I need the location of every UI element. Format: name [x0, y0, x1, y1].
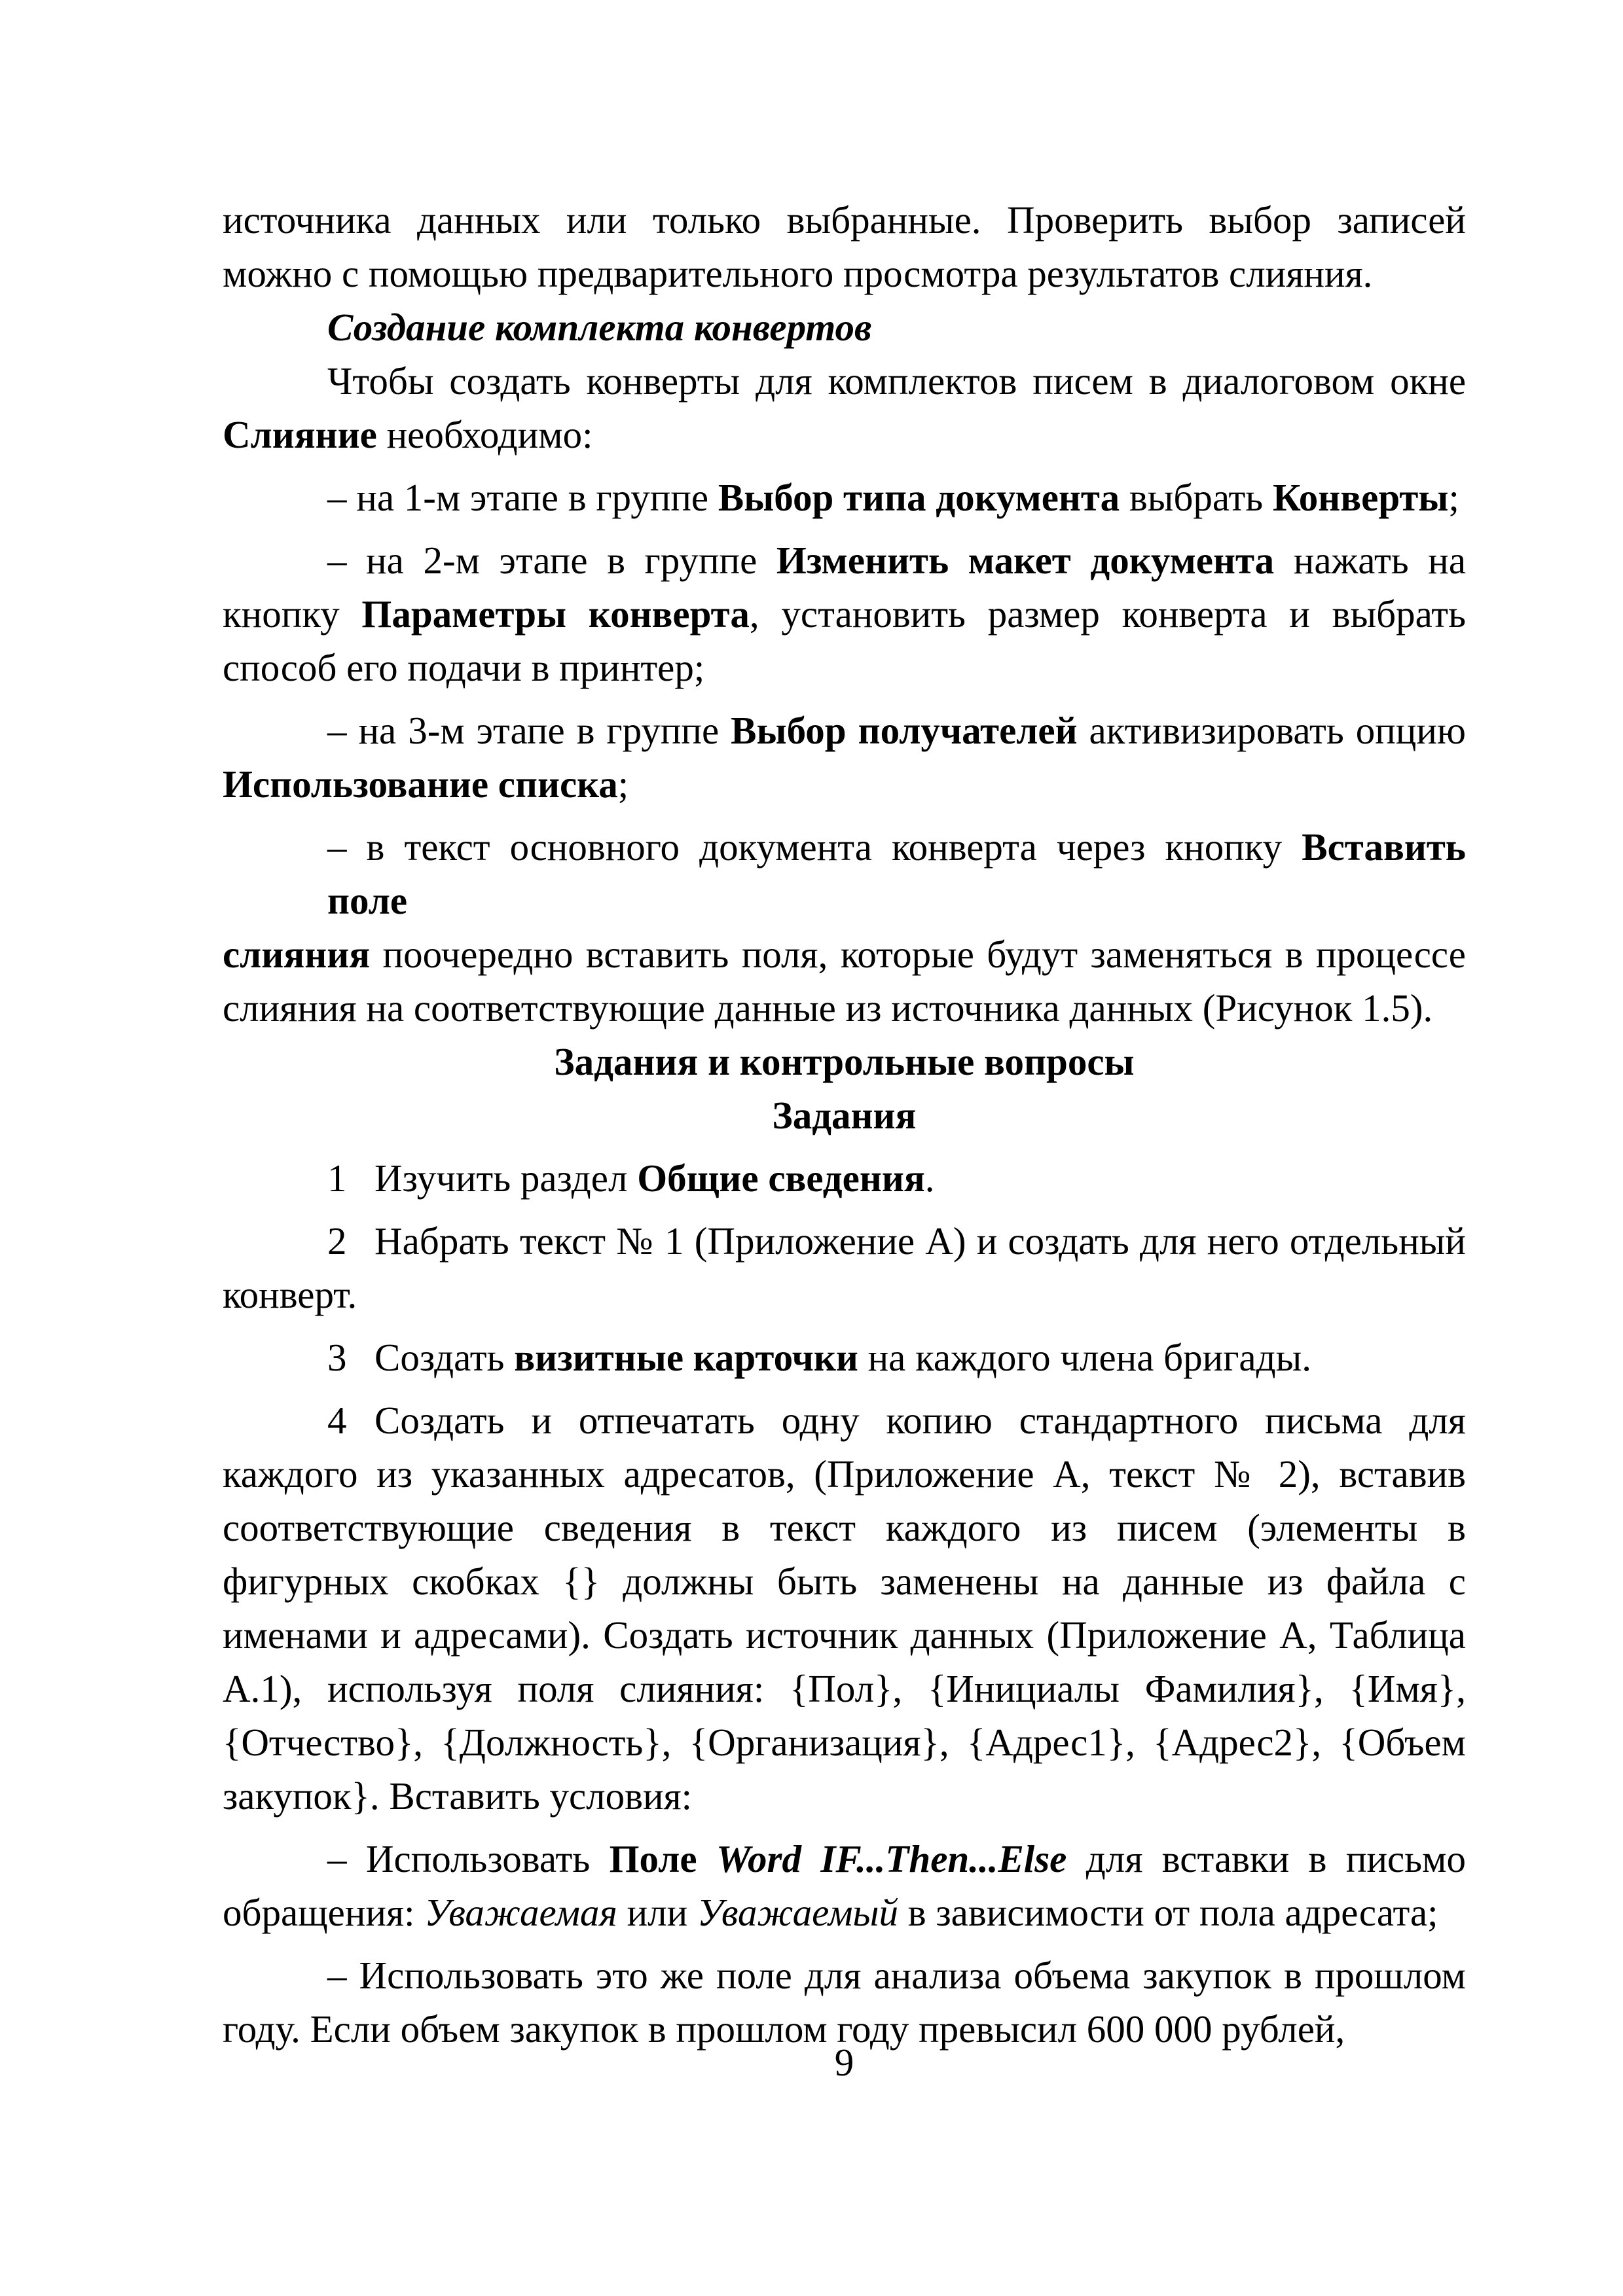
text-run: или [617, 1891, 697, 1934]
text-line [223, 1151, 1466, 1205]
text-line [223, 1886, 1466, 1939]
text-run: соответствующие сведения в текст каждого из писем (элементы в [223, 1506, 1466, 1549]
task-2 [223, 1214, 1466, 1321]
text-run: Набрать текст № 1 (Приложение А) и создать для него отдельный [374, 1219, 1466, 1263]
text-run: в зависимости от пола адресата; [898, 1891, 1438, 1934]
text-run: каждого из указанных адресатов, (Приложение А, текст № 2), вставив [223, 1452, 1466, 1496]
text-run: фигурных скобках {} должны быть заменены на данные из файла с [223, 1560, 1466, 1603]
page-number: 9 [834, 2041, 854, 2084]
item-step-1 [223, 471, 1466, 524]
text-line [223, 757, 1466, 811]
text-line [223, 587, 1466, 641]
text-run: выбрать [1120, 476, 1273, 519]
text-line [223, 704, 1466, 757]
list-number: 2 [327, 1219, 347, 1263]
text-line [223, 981, 1466, 1035]
text-run: Выбор типа документа [718, 476, 1120, 519]
text-run: Уважаемый [697, 1891, 898, 1934]
text-run: активизировать опцию [1077, 709, 1466, 752]
text-run: {Отчество}, {Должность}, {Организация}, {Адрес1}, {Адрес2}, {Объем [223, 1721, 1466, 1764]
text-run: именами и адресами). Создать источник данных (Приложение А, Таблица [223, 1613, 1466, 1657]
text-run: Задания и контрольные вопросы [554, 1040, 1135, 1083]
list-number: 4 [327, 1399, 347, 1442]
text-run: Создать [374, 1336, 515, 1379]
item-step-3 [223, 704, 1466, 811]
text-line [223, 1608, 1466, 1662]
text-line [223, 1214, 1466, 1268]
text-run: – на 1-м этапе в группе [327, 476, 718, 519]
text-line [223, 1832, 1466, 1886]
text-line [223, 533, 1466, 587]
text-run: – в текст основного документа конверта через кнопку [327, 825, 1302, 869]
page-content [223, 193, 1476, 2056]
list-number: 1 [327, 1157, 347, 1200]
text-run: Поле [609, 1837, 697, 1880]
text-run: Использование списка [223, 762, 618, 806]
item-word-if-field [223, 1832, 1466, 1939]
text-run: Чтобы создать конверты для комплектов писем в диалоговом окне [327, 359, 1466, 403]
text-run: визитные карточки [514, 1336, 858, 1379]
text-line [223, 1662, 1466, 1715]
text-run: источника данных или только выбранные. Проверить выбор записей [223, 198, 1466, 242]
text-run: Создание комплекта конвертов [327, 306, 872, 349]
text-run: на каждого члена бригады. [858, 1336, 1312, 1379]
text-run: необходимо: [376, 413, 593, 456]
text-run: Слияние [223, 413, 377, 456]
text-run: ; [1448, 476, 1459, 519]
text-line [223, 354, 1466, 408]
text-run: Изменить макет документа [776, 539, 1275, 582]
text-run: слияния на соответствующие данные из источника данных (Рисунок 1.5). [223, 986, 1433, 1030]
text-run: Общие сведения [637, 1157, 925, 1200]
text-line [223, 1331, 1466, 1384]
text-line [223, 1501, 1466, 1554]
text-run: можно с помощью предварительного просмотра результатов слияния. [223, 252, 1373, 295]
text-run: – на 3-м этапе в группе [327, 709, 731, 752]
text-run: нажать на [1274, 539, 1467, 582]
text-run: Задания [772, 1094, 917, 1137]
item-insert-merge-field [223, 820, 1476, 1035]
text-line [223, 1948, 1466, 2002]
text-line [223, 927, 1466, 981]
text-line [223, 193, 1466, 247]
text-run: поочередно вставить поля, которые будут заменяться в процессе [370, 933, 1466, 976]
item-step-2 [223, 533, 1466, 694]
text-line [223, 1715, 1466, 1769]
text-line [223, 1554, 1466, 1608]
text-run: Word IF...Then...Else [716, 1837, 1067, 1880]
heading-tasks [223, 1088, 1466, 1142]
text-run: , установить размер конверта и выбрать [749, 592, 1467, 636]
text-run: Параметры конверта [361, 592, 750, 636]
task-3 [223, 1331, 1466, 1384]
text-run: – на 2-м этапе в группе [327, 539, 776, 582]
list-number: 3 [327, 1336, 347, 1379]
text-line [223, 641, 1466, 694]
text-line [223, 1769, 1466, 1823]
text-line [223, 820, 1476, 927]
text-line [223, 408, 1466, 461]
subheading-envelope-set [223, 300, 1466, 354]
text-line [223, 1088, 1466, 1142]
task-4 [223, 1393, 1466, 1823]
text-line [223, 300, 1466, 354]
text-run: А.1), используя поля слияния: {Пол}, {Инициалы Фамилия}, {Имя}, [223, 1667, 1466, 1710]
para-merge-preview [223, 193, 1466, 300]
text-run: . [924, 1157, 935, 1200]
task-1 [223, 1151, 1466, 1205]
text-line [223, 1268, 1466, 1321]
text-line [223, 247, 1466, 300]
text-run: ; [617, 762, 629, 806]
text-run: кнопку [223, 592, 362, 636]
para-envelopes-intro [223, 354, 1466, 461]
text-run: Выбор получателей [731, 709, 1078, 752]
text-run: Конверты [1272, 476, 1449, 519]
text-run: конверт. [223, 1273, 357, 1316]
heading-tasks-and-questions [223, 1035, 1466, 1088]
text-line [223, 1447, 1466, 1501]
text-line [223, 471, 1466, 524]
text-run: слияния [223, 933, 371, 976]
text-run: – Использовать [327, 1837, 610, 1880]
text-run: обращения: [223, 1891, 425, 1934]
text-run: закупок}. Вставить условия: [223, 1774, 693, 1818]
text-line [223, 1393, 1466, 1447]
text-run: Изучить раздел [374, 1157, 638, 1200]
text-run: Создать и отпечатать одну копию стандартного письма для [374, 1399, 1466, 1442]
text-run: Уважаемая [424, 1891, 617, 1934]
text-run: году. Если объем закупок в прошлом году превысил 600 000 рублей, [223, 2007, 1345, 2051]
text-line [223, 1035, 1466, 1088]
text-run: способ его подачи в принтер; [223, 646, 705, 689]
text-run: – Использовать это же поле для анализа объема закупок в прошлом [327, 1954, 1466, 1997]
text-run: для вставки в письмо [1067, 1837, 1466, 1880]
text-run [697, 1837, 716, 1880]
text-run: Вставить поле [327, 825, 1476, 922]
